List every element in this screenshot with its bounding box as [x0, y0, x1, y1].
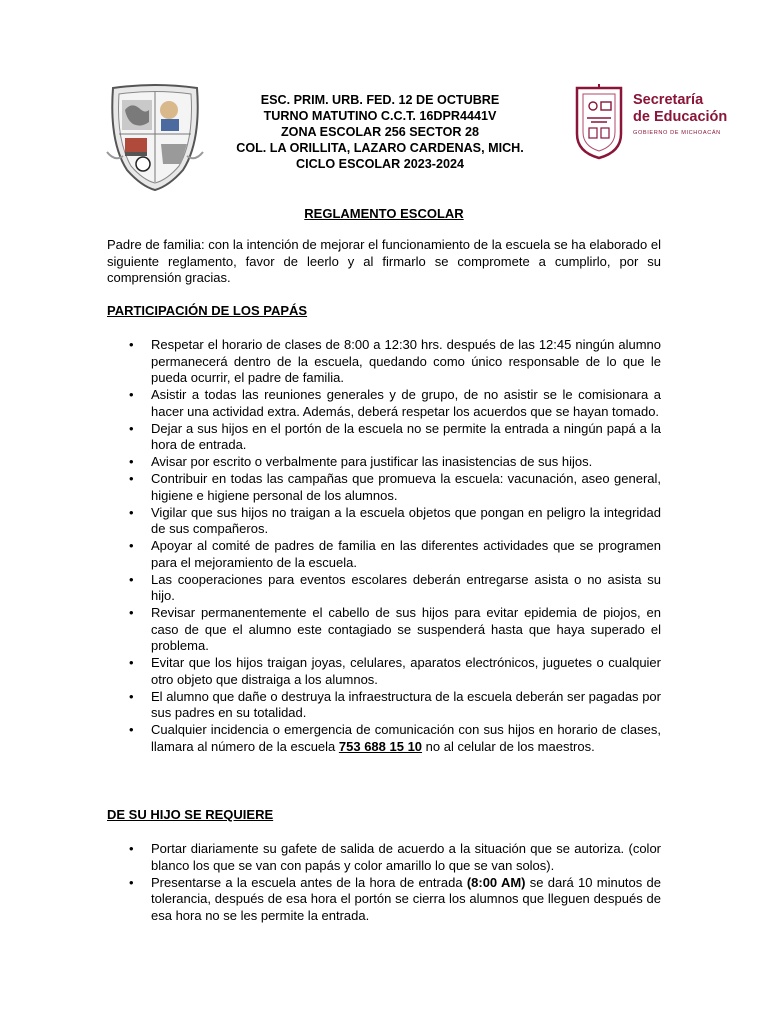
- list-item: • El alumno que dañe o destruya la infraestructura de la escuela deberán ser pagadas por sus padres en su totalidad.: [151, 689, 661, 722]
- list-item: • Vigilar que sus hijos no traigan a la escuela objetos que pongan en peligro la integridad de sus compañeros.: [151, 505, 661, 538]
- intro-paragraph: Padre de familia: con la intención de mejorar el funcionamiento de la escuela se ha elaborado el siguiente reglamento, favor de leerlo y al firmarlo se compromete a cumplirlo, por su comprensión gracias.: [107, 237, 661, 285]
- section-heading-parents: PARTICIPACIÓN DE LOS PAPÁS: [107, 303, 308, 318]
- school-zone: ZONA ESCOLAR 256 SECTOR 28: [280, 125, 480, 139]
- child-rules-list: [151, 841, 661, 925]
- list-item: • Respetar el horario de clases de 8:00 a 12:30 hrs. después de las 12:45 ningún alumno permanecerá dentro de la escuela, quedando como único responsable de lo que le pueda ocurrir, el padre de familia.: [151, 337, 661, 387]
- arrival-text-after: se dará 10 minutos de tolerancia, después de esa hora el portón se cierra los alumnos que lleguen después de esa hora no se les permite la entrada.: [151, 874, 661, 923]
- secretaria-title-line1: Secretaría: [633, 92, 704, 108]
- list-item: • Revisar permanentemente el cabello de sus hijos para evitar epidemia de piojos, en caso de que el alumno este contagiado se suspenderá hasta que haya superado el problema.: [151, 605, 661, 655]
- school-cycle: CICLO ESCOLAR 2023-2024: [296, 157, 464, 171]
- list-item: • Dejar a sus hijos en el portón de la escuela no se permite la entrada a ningún papá a la hora de entrada.: [151, 421, 661, 454]
- school-shift-cct: TURNO MATUTINO C.C.T. 16DPR4441V: [263, 109, 497, 123]
- list-item-arrival: [151, 875, 661, 925]
- list-item-phone: [151, 722, 661, 755]
- arrival-text-before: Presentarse a la escuela antes de la hora de entrada: [151, 874, 467, 890]
- list-item: • Contribuir en todas las campañas que promueva la escuela: vacunación, aseo general, higiene e higiene personal de los alumnos.: [151, 471, 661, 504]
- document-title: REGLAMENTO ESCOLAR: [304, 206, 464, 221]
- list-item: • Las cooperaciones para eventos escolares deberán entregarse asista o no asista su hijo.: [151, 572, 661, 605]
- list-item: • Evitar que los hijos traigan joyas, celulares, aparatos electrónicos, juguetes o cualquier otro objeto que distraiga a los alumnos.: [151, 655, 661, 688]
- school-crest-logo: [105, 82, 205, 192]
- secretaria-subtitle: GOBIERNO DE MICHOACÁN: [633, 130, 721, 136]
- school-phone-number: 753 688 15 10: [338, 738, 423, 754]
- list-item: • Apoyar al comité de padres de familia en las diferentes actividades que se programen para el mejoramiento de la escuela.: [151, 538, 661, 571]
- secretaria-title-line2: de Educación: [633, 109, 728, 125]
- list-item: • Portar diariamente su gafete de salida de acuerdo a la situación que se autoriza. (color blanco los que se van con papás y color amarillo lo que se van solos).: [151, 841, 661, 874]
- parents-rules-list: [151, 337, 661, 756]
- school-heading: [215, 92, 545, 172]
- phone-text-before: Cualquier incidencia o emergencia de comunicación con sus hijos en horario de clases, llamara al número de la escuela: [151, 722, 661, 754]
- list-item: • Asistir a todas las reuniones generales y de grupo, de no asistir se le comisionara a hacer una actividad extra. Además, deberá respetar los acuerdos que se hayan tomado.: [151, 387, 661, 420]
- phone-text-after: no al celular de los maestros.: [422, 738, 595, 754]
- letterhead: [105, 82, 728, 192]
- secretaria-brand: [633, 92, 768, 136]
- section-heading-child: DE SU HIJO SE REQUIERE: [107, 807, 274, 822]
- school-address: COL. LA ORILLITA, LAZARO CARDENAS, MICH.: [236, 141, 524, 155]
- arrival-time: (8:00 AM): [466, 874, 526, 890]
- school-name: ESC. PRIM. URB. FED. 12 DE OCTUBRE: [260, 93, 500, 107]
- list-item: • Avisar por escrito o verbalmente para justificar las inasistencias de sus hijos.: [151, 454, 661, 471]
